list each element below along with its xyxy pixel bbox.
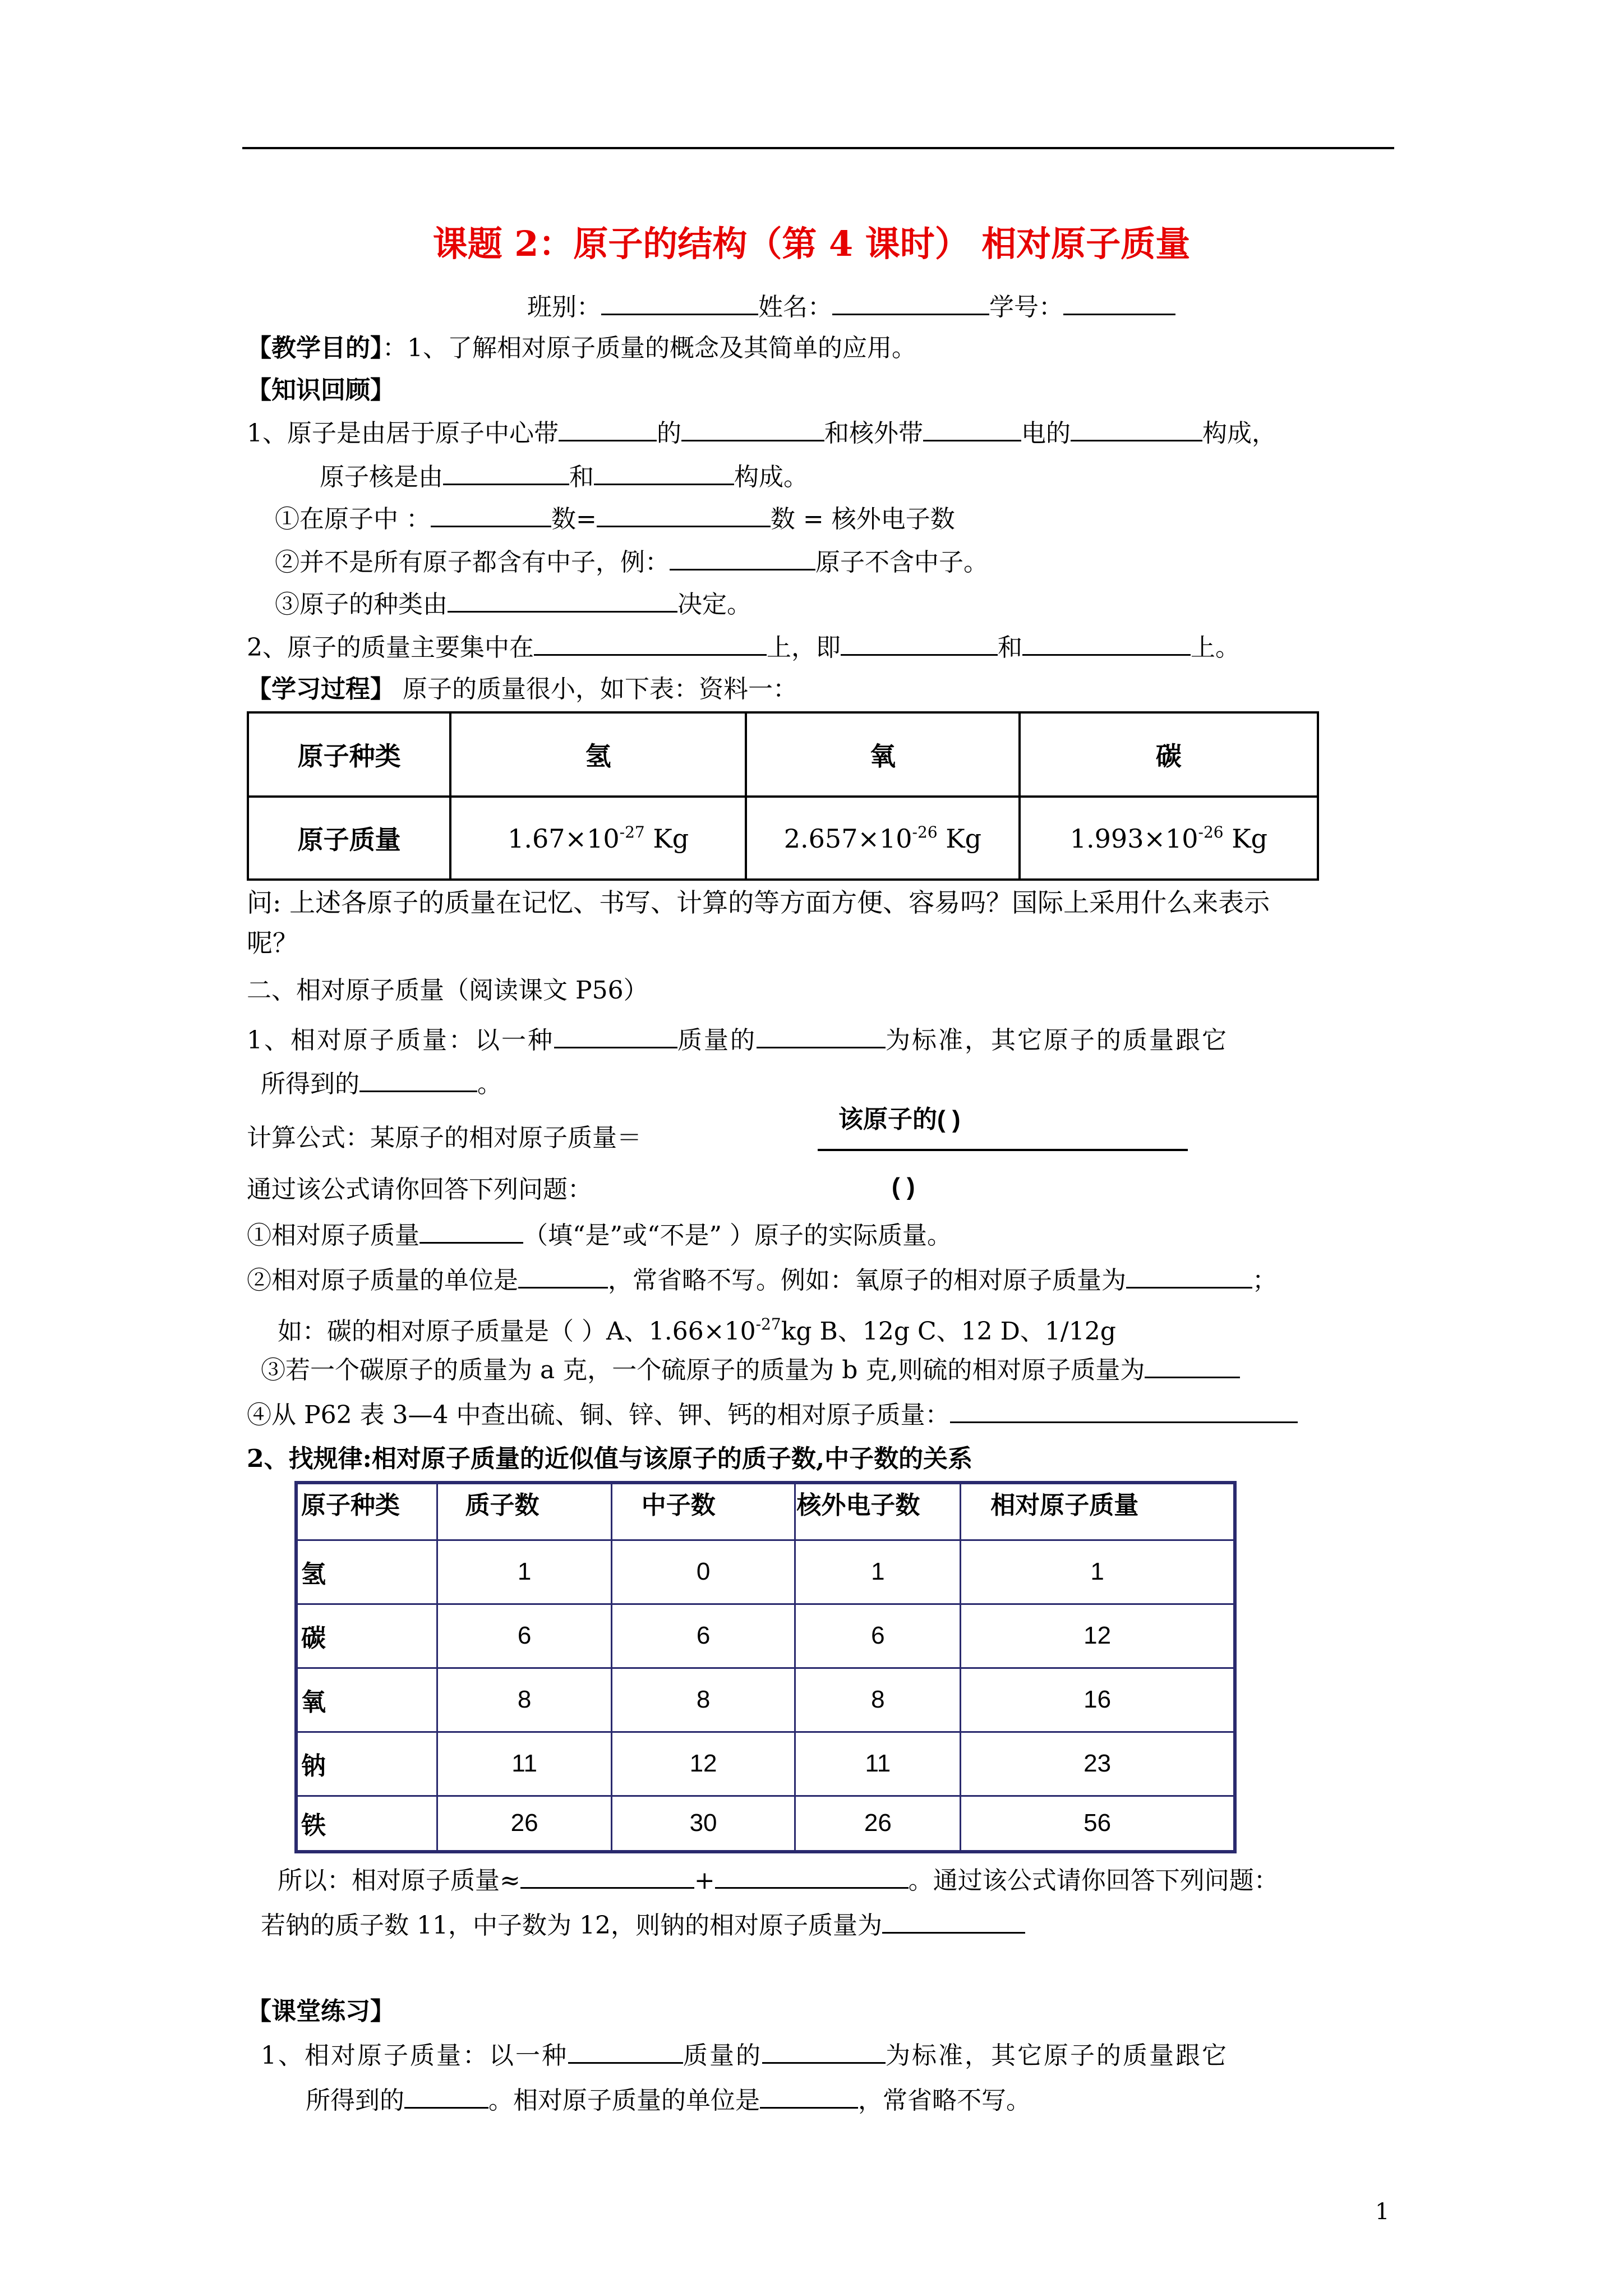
- atom-mass-table: [247, 711, 1319, 881]
- table-row: 铁 26 30 26 56: [296, 1796, 1235, 1852]
- page-number: 1: [1375, 2199, 1390, 2225]
- mass-value: $1.67\times 10^{-27}$ Kg: [450, 797, 746, 880]
- blank[interactable]: [534, 629, 767, 656]
- point4: ④从 P62 表 3—4 中查出硫、铜、锌、钾、钙的相对原子质量：: [247, 1397, 1298, 1433]
- process-line: 【学习过程】 原子的质量很小，如下表：资料一：: [247, 675, 797, 703]
- blank[interactable]: [1126, 1262, 1252, 1289]
- table-header: 质子数: [437, 1483, 611, 1540]
- blank[interactable]: [448, 586, 677, 613]
- blank[interactable]: [1071, 415, 1202, 441]
- table-row: 碳 6 6 6 12: [296, 1604, 1235, 1668]
- class-blank[interactable]: [601, 289, 758, 315]
- practice-q1: 1、相对原子质量：以一种 质量的 为标准，其它原子的质量跟它: [261, 2037, 1228, 2073]
- table-header: 氧: [746, 712, 1020, 797]
- blank[interactable]: [1022, 629, 1191, 656]
- blank[interactable]: [841, 629, 998, 656]
- practice-q1-line2: 所得到的 。相对原子质量的单位是 ，常省略不写。: [306, 2082, 1031, 2118]
- student-id-blank[interactable]: [1063, 289, 1175, 315]
- blank[interactable]: [762, 2037, 886, 2064]
- row-label: 原子质量: [248, 797, 450, 880]
- formula-numerator: 该原子的( ): [838, 1106, 961, 1133]
- page-title: 课题 2：原子的结构（第 4 课时） 相对原子质量: [432, 223, 1191, 264]
- point2: ②相对原子质量的单位是 ，常省略不写。例如：氧原子的相对原子质量为 ；: [247, 1262, 1277, 1298]
- point1: ①相对原子质量 （填“是”或“不是” ）原子的实际质量。: [247, 1217, 952, 1253]
- blank[interactable]: [554, 1022, 677, 1048]
- review-s2: ②并不是所有原子都含有中子，例： 原子不含中子。: [275, 544, 988, 580]
- formula-denominator: ( ): [892, 1173, 915, 1200]
- mass-value: $2.657\times 10^{-26}$ Kg: [746, 797, 1020, 880]
- through-formula-line: 通过该公式请你回答下列问题：: [247, 1175, 592, 1204]
- blank[interactable]: [882, 1907, 1025, 1934]
- blank[interactable]: [597, 501, 771, 527]
- blank[interactable]: [715, 1862, 909, 1889]
- definition-line1: 1、相对原子质量：以一种 质量的 为标准，其它原子的质量跟它: [247, 1022, 1228, 1058]
- practice-heading: 【课堂练习】: [247, 1997, 395, 2026]
- definition-line2: 所得到的 。: [261, 1066, 502, 1102]
- mass-value: $1.993\times 10^{-26}$ Kg: [1020, 797, 1318, 880]
- point3: ③若一个碳原子的质量为 a 克，一个硫原子的质量为 b 克,则硫的相对原子质量为: [261, 1352, 1240, 1388]
- blank[interactable]: [923, 415, 1021, 441]
- question-line2: 呢？: [247, 928, 298, 958]
- review-q1-line2: 原子核是由 和 构成。: [320, 459, 808, 495]
- blank[interactable]: [431, 501, 551, 527]
- blank[interactable]: [443, 459, 569, 485]
- review-s1: ①在原子中 ： 数= 数 = 核外电子数: [275, 501, 955, 537]
- blank[interactable]: [1145, 1352, 1240, 1378]
- blank[interactable]: [760, 2082, 858, 2109]
- table-header: 碳: [1020, 712, 1318, 797]
- review-q1: 1、原子是由居于原子中心带 的 和核外带 电的 构成，: [247, 415, 1276, 451]
- table-row: 氢 1 0 1 1: [296, 1540, 1235, 1604]
- review-q2: 2、原子的质量主要集中在 上，即 和 上。: [247, 629, 1240, 665]
- fraction-line: [818, 1149, 1188, 1151]
- blank[interactable]: [419, 1217, 523, 1244]
- table-header: 氢: [450, 712, 746, 797]
- table-row: 氧 8 8 8 16: [296, 1668, 1235, 1732]
- section2-heading: 二、相对原子质量（阅读课文 P56）: [247, 976, 648, 1005]
- table-row: 钠 11 12 11 23: [296, 1732, 1235, 1796]
- blank[interactable]: [670, 544, 815, 570]
- blank[interactable]: [757, 1022, 886, 1048]
- question-line1: 问: 上述各原子的质量在记忆、书写、计算的等方面方便、容易吗？国际上采用什么来表示: [247, 887, 1270, 918]
- blank[interactable]: [681, 415, 824, 441]
- teaching-objective: 【教学目的】：1、了解相对原子质量的概念及其简单的应用。: [247, 334, 916, 362]
- point2-example: 如：碳的相对原子质量是（ ）A、$1.66\times 10^{-27}kg$ B、12g C、12 D、1/12g: [278, 1315, 1116, 1346]
- formula-label: 计算公式：某原子的相对原子质量＝: [247, 1124, 642, 1152]
- blank[interactable]: [518, 1262, 608, 1289]
- blank[interactable]: [520, 1862, 694, 1889]
- blank[interactable]: [359, 1066, 477, 1092]
- header-rule: [242, 147, 1394, 149]
- table-header: 核外电子数: [795, 1483, 961, 1540]
- table-header: 原子种类: [296, 1483, 437, 1540]
- sodium-question: 若钠的质子数 11，中子数为 12，则钠的相对原子质量为: [261, 1907, 1025, 1943]
- blank[interactable]: [404, 2082, 488, 2109]
- student-info-line: 班别： 姓名： 学号：: [527, 289, 1175, 325]
- law-heading: 2、找规律:相对原子质量的近似值与该原子的质子数,中子数的关系: [247, 1444, 973, 1473]
- name-blank[interactable]: [832, 289, 989, 315]
- table-header: 原子种类: [248, 712, 450, 797]
- review-heading: 【知识回顾】: [247, 376, 395, 404]
- blank[interactable]: [559, 415, 657, 441]
- review-s3: ③原子的种类由 决定。: [275, 586, 751, 622]
- table-header: 相对原子质量: [961, 1483, 1235, 1540]
- blank[interactable]: [950, 1397, 1298, 1423]
- so-formula: 所以：相对原子质量≈ + 。通过该公式请你回答下列问题：: [278, 1862, 1279, 1898]
- law-table: [294, 1481, 1237, 1853]
- blank[interactable]: [568, 2037, 683, 2064]
- table-header: 中子数: [611, 1483, 795, 1540]
- blank[interactable]: [594, 459, 734, 485]
